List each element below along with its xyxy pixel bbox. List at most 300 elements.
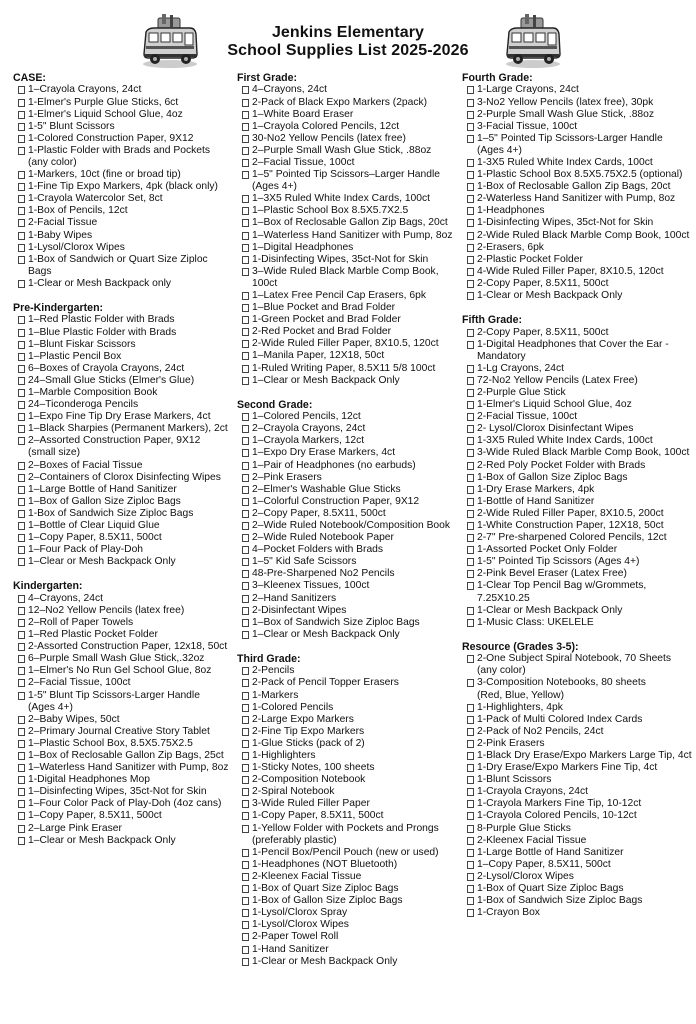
checkbox-icon[interactable] <box>242 207 249 215</box>
supply-item <box>462 181 692 193</box>
supply-item-label: 1-Fine Tip Expo Markers, 4pk (black only) <box>28 181 218 193</box>
checkbox-icon[interactable] <box>242 776 249 784</box>
checkbox-icon[interactable] <box>467 909 474 917</box>
supply-item-label: 1-5" Blunt Scissors <box>28 120 115 132</box>
checkbox-icon[interactable] <box>242 692 249 700</box>
checkbox-icon[interactable] <box>467 365 474 373</box>
supply-item-label: 2-Pink Erasers <box>477 737 545 749</box>
checkbox-icon[interactable] <box>18 752 25 760</box>
supply-item-label: 1–Blunt Fiskar Scissors <box>28 338 136 350</box>
checkbox-icon[interactable] <box>467 341 474 349</box>
checkbox-icon[interactable] <box>18 667 25 675</box>
supply-item <box>237 472 459 484</box>
checkbox-icon[interactable] <box>242 933 249 941</box>
checkbox-icon[interactable] <box>18 365 25 373</box>
supply-item <box>237 230 459 242</box>
supply-item-label: 2-Purple Glue Stick <box>477 386 566 398</box>
supply-item-continuation: (any color) <box>477 665 526 677</box>
supply-item <box>462 496 692 508</box>
checkbox-icon[interactable] <box>18 498 25 506</box>
checkbox-icon[interactable] <box>242 365 249 373</box>
checkbox-icon[interactable] <box>18 546 25 554</box>
supply-item-label: 1–Copy Paper, 8.5X11, 500ct <box>28 532 162 544</box>
checkbox-icon[interactable] <box>242 474 249 482</box>
checkbox-icon[interactable] <box>18 329 25 337</box>
supply-item <box>462 508 692 520</box>
supply-item-label: 1-Box of Quart Size Ziploc Bags <box>252 883 399 895</box>
supply-item <box>237 169 459 181</box>
checkbox-icon[interactable] <box>18 764 25 772</box>
checkbox-icon[interactable] <box>242 510 249 518</box>
checkbox-icon[interactable] <box>467 401 474 409</box>
checkbox-icon[interactable] <box>242 946 249 954</box>
checkbox-icon[interactable] <box>242 764 249 772</box>
supply-item <box>462 435 692 447</box>
section-title: Fifth Grade: <box>462 314 523 327</box>
supply-item <box>13 314 231 326</box>
checkbox-icon[interactable] <box>18 607 25 615</box>
checkbox-icon[interactable] <box>242 873 249 881</box>
supply-item-label: 1-Elmer's Liquid School Glue, 4oz <box>477 399 632 411</box>
checkbox-icon[interactable] <box>467 232 474 240</box>
supply-item-label: 2-Wide Ruled Black Marble Comp Book, 100ct <box>477 229 690 241</box>
supply-item <box>237 810 459 822</box>
supply-item-label: 1-Highlighters, 4pk <box>477 701 563 713</box>
checkbox-icon[interactable] <box>242 111 249 119</box>
checkbox-icon[interactable] <box>18 825 25 833</box>
supply-item <box>13 786 231 798</box>
checkbox-icon[interactable] <box>467 207 474 215</box>
checkbox-icon[interactable] <box>18 123 25 131</box>
supply-item-label: 1–Box of Reclosable Gallon Zip Bags, 20ct <box>252 217 448 229</box>
checkbox-icon[interactable] <box>467 425 474 433</box>
checkbox-icon[interactable] <box>467 244 474 252</box>
checkbox-icon[interactable] <box>242 99 249 107</box>
checkbox-icon[interactable] <box>242 486 249 494</box>
checkbox-icon[interactable] <box>467 716 474 724</box>
supply-item-label: 1–Plastic School Box, 8.5X5.75X2.5 <box>28 737 193 749</box>
checkbox-icon[interactable] <box>18 716 25 724</box>
supply-item-label: 1-Black Dry Erase/Expo Markers Large Tip, 4ct <box>477 750 692 761</box>
checkbox-icon[interactable] <box>18 558 25 566</box>
supply-item <box>462 484 692 496</box>
supply-section <box>13 580 231 846</box>
checkbox-icon[interactable] <box>467 413 474 421</box>
checkbox-icon[interactable] <box>242 582 249 590</box>
supply-section <box>462 314 692 629</box>
supply-item <box>237 496 459 508</box>
checkbox-icon[interactable] <box>467 776 474 784</box>
supply-item <box>462 109 692 121</box>
checkbox-icon[interactable] <box>467 800 474 808</box>
checkbox-icon[interactable] <box>242 86 249 94</box>
checkbox-icon[interactable] <box>242 704 249 712</box>
checkbox-icon[interactable] <box>242 849 249 857</box>
supply-item <box>237 690 459 702</box>
checkbox-icon[interactable] <box>18 135 25 143</box>
supply-item <box>462 193 692 205</box>
checkbox-icon[interactable] <box>467 861 474 869</box>
checkbox-icon[interactable] <box>242 752 249 760</box>
checkbox-icon[interactable] <box>18 99 25 107</box>
checkbox-icon[interactable] <box>467 474 474 482</box>
supply-item <box>13 556 231 568</box>
checkbox-icon[interactable] <box>467 111 474 119</box>
supply-item-label: 1-Box of Sandwich Size Ziploc Bags <box>28 507 194 519</box>
supply-item-label: 1–Elmer's No Run Gel School Glue, 8oz <box>28 665 212 677</box>
checkbox-icon[interactable] <box>467 825 474 833</box>
checkbox-icon[interactable] <box>467 510 474 518</box>
checkbox-icon[interactable] <box>467 812 474 820</box>
checkbox-icon[interactable] <box>242 340 249 348</box>
checkbox-icon[interactable] <box>18 462 25 470</box>
supply-item <box>237 871 459 883</box>
checkbox-icon[interactable] <box>242 885 249 893</box>
checkbox-icon[interactable] <box>18 740 25 748</box>
checkbox-icon[interactable] <box>467 534 474 542</box>
checkbox-icon[interactable] <box>18 631 25 639</box>
section-title: Resource (Grades 3-5): <box>462 640 579 653</box>
checkbox-icon[interactable] <box>242 921 249 929</box>
checkbox-icon[interactable] <box>242 861 249 869</box>
checkbox-icon[interactable] <box>242 304 249 312</box>
checkbox-icon[interactable] <box>242 147 249 155</box>
supply-item <box>237 593 459 605</box>
checkbox-icon[interactable] <box>18 474 25 482</box>
supply-item-label: 3-Wide Ruled Filler Paper <box>252 798 370 810</box>
supply-section <box>237 399 459 641</box>
supply-item <box>237 338 459 350</box>
checkbox-icon[interactable] <box>242 546 249 554</box>
supply-item <box>237 702 459 714</box>
checkbox-icon[interactable] <box>467 582 474 590</box>
checkbox-icon[interactable] <box>18 655 25 663</box>
column-2 <box>237 72 459 980</box>
supply-item-label: 48-Pre-Sharpened No2 Pencils <box>252 568 395 580</box>
checkbox-icon[interactable] <box>18 401 25 409</box>
checkbox-icon[interactable] <box>242 316 249 324</box>
supply-item <box>462 363 692 375</box>
supply-item <box>462 605 692 617</box>
checkbox-icon[interactable] <box>467 462 474 470</box>
checkbox-icon[interactable] <box>467 873 474 881</box>
checkbox-icon[interactable] <box>242 619 249 627</box>
checkbox-icon[interactable] <box>18 643 25 651</box>
checkbox-icon[interactable] <box>18 111 25 119</box>
checkbox-icon[interactable] <box>467 740 474 748</box>
supply-item <box>462 556 692 568</box>
supply-item <box>13 193 231 205</box>
checkbox-icon[interactable] <box>467 377 474 385</box>
checkbox-icon[interactable] <box>18 256 25 264</box>
checkbox-icon[interactable] <box>467 607 474 615</box>
supply-item <box>13 181 231 193</box>
checkbox-icon[interactable] <box>242 219 249 227</box>
checkbox-icon[interactable] <box>467 546 474 554</box>
supply-item-label: 1-Digital Headphones Mop <box>28 774 150 786</box>
checkbox-icon[interactable] <box>18 534 25 542</box>
checkbox-icon[interactable] <box>467 897 474 905</box>
checkbox-icon[interactable] <box>242 667 249 675</box>
supply-item-label: 1–Waterless Hand Sanitizer with Pump, 8oz <box>252 229 453 241</box>
checkbox-icon[interactable] <box>18 692 25 700</box>
supply-item <box>237 145 459 157</box>
checkbox-icon[interactable] <box>242 570 249 578</box>
supply-item <box>13 774 231 786</box>
checkbox-icon[interactable] <box>18 280 25 288</box>
checkbox-icon[interactable] <box>242 449 249 457</box>
checkbox-icon[interactable] <box>18 147 25 155</box>
supply-item-continuation: (Ages 4+) <box>477 144 522 156</box>
checkbox-icon[interactable] <box>242 292 249 300</box>
checkbox-icon[interactable] <box>467 655 474 663</box>
checkbox-icon[interactable] <box>18 171 25 179</box>
supply-section <box>462 641 692 919</box>
checkbox-icon[interactable] <box>18 195 25 203</box>
supply-item-label: 1-Digital Headphones that Cover the Ear - <box>477 338 669 350</box>
checkbox-icon[interactable] <box>467 86 474 94</box>
supply-item <box>237 883 459 895</box>
checkbox-icon[interactable] <box>242 123 249 131</box>
checkbox-icon[interactable] <box>467 135 474 143</box>
checkbox-icon[interactable] <box>467 329 474 337</box>
checkbox-icon[interactable] <box>18 86 25 94</box>
checkbox-icon[interactable] <box>242 788 249 796</box>
checkbox-icon[interactable] <box>467 449 474 457</box>
checkbox-icon[interactable] <box>467 788 474 796</box>
checkbox-icon[interactable] <box>18 207 25 215</box>
checkbox-icon[interactable] <box>18 353 25 361</box>
checkbox-icon[interactable] <box>467 171 474 179</box>
checkbox-icon[interactable] <box>242 800 249 808</box>
supply-item-label: 1–Expo Dry Erase Markers, 4ct <box>252 447 396 459</box>
checkbox-icon[interactable] <box>242 425 249 433</box>
supply-item-label: 1-Glue Sticks (pack of 2) <box>252 737 365 749</box>
checkbox-icon[interactable] <box>242 171 249 179</box>
supply-item-label: 1-Disinfecting Wipes, 35ct-Not for Skin <box>477 217 654 229</box>
checkbox-icon[interactable] <box>467 849 474 857</box>
checkbox-icon[interactable] <box>242 607 249 615</box>
supply-item <box>13 242 231 254</box>
checkbox-icon[interactable] <box>18 316 25 324</box>
checkbox-icon[interactable] <box>467 219 474 227</box>
supply-item-label: 1–Disinfecting Wipes, 35ct-Not for Skin <box>28 786 207 798</box>
checkbox-icon[interactable] <box>18 486 25 494</box>
supply-item <box>237 484 459 496</box>
supply-item <box>13 750 231 762</box>
checkbox-icon[interactable] <box>18 413 25 421</box>
checkbox-icon[interactable] <box>467 280 474 288</box>
supply-item-label: 4–Pocket Folders with Brads <box>252 544 384 556</box>
checkbox-icon[interactable] <box>242 268 249 276</box>
supply-item <box>13 460 231 472</box>
checkbox-icon[interactable] <box>18 619 25 627</box>
checkbox-icon[interactable] <box>242 534 249 542</box>
supply-item <box>462 472 692 484</box>
supply-item-label: 1-Yellow Folder with Pockets and Prongs <box>252 822 439 834</box>
supply-item <box>237 847 459 859</box>
supply-item-label: 1-Pencil Box/Pencil Pouch (new or used) <box>252 846 439 858</box>
supply-item <box>237 423 459 435</box>
checkbox-icon[interactable] <box>467 570 474 578</box>
supply-item <box>462 157 692 169</box>
checkbox-icon[interactable] <box>18 522 25 530</box>
checkbox-icon[interactable] <box>242 244 249 252</box>
checkbox-icon[interactable] <box>18 389 25 397</box>
checkbox-icon[interactable] <box>18 837 25 845</box>
supply-item-label: 2-Lysol/Clorox Wipes <box>477 870 574 882</box>
checkbox-icon[interactable] <box>18 800 25 808</box>
checkbox-icon[interactable] <box>242 909 249 917</box>
checkbox-icon[interactable] <box>242 437 249 445</box>
checkbox-icon[interactable] <box>467 292 474 300</box>
checkbox-icon[interactable] <box>18 377 25 385</box>
column-3 <box>462 72 692 931</box>
supply-item-label: 2–Roll of Paper Towels <box>28 616 134 628</box>
checkbox-icon[interactable] <box>242 812 249 820</box>
checkbox-icon[interactable] <box>242 195 249 203</box>
supply-item-label: 8-Purple Glue Sticks <box>477 822 571 834</box>
checkbox-icon[interactable] <box>242 631 249 639</box>
supply-item-label: 1-Box of Reclosable Gallon Zip Bags, 20ct <box>477 181 671 193</box>
supply-item-label: 6–Boxes of Crayola Crayons, 24ct <box>28 362 185 374</box>
checkbox-icon[interactable] <box>242 740 249 748</box>
checkbox-icon[interactable] <box>242 825 249 833</box>
supply-item-label: 2–Wide Ruled Notebook Paper <box>252 532 394 544</box>
supply-item <box>13 508 231 520</box>
checkbox-icon[interactable] <box>467 752 474 760</box>
checkbox-icon[interactable] <box>18 510 25 518</box>
supply-item-label: 1–5" Pointed Tip Scissors–Larger Handle <box>252 169 440 181</box>
supply-item <box>237 532 459 544</box>
supply-item <box>237 895 459 907</box>
supply-item <box>237 629 459 641</box>
supply-item <box>237 242 459 254</box>
checkbox-icon[interactable] <box>467 123 474 131</box>
checkbox-icon[interactable] <box>18 232 25 240</box>
supply-item-label: 2-Pack of No2 Pencils, 24ct <box>477 725 604 737</box>
checkbox-icon[interactable] <box>467 183 474 191</box>
supply-item <box>462 544 692 556</box>
checkbox-icon[interactable] <box>18 341 25 349</box>
supply-item <box>13 205 231 217</box>
supply-item <box>237 556 459 568</box>
checkbox-icon[interactable] <box>242 159 249 167</box>
section-title: Second Grade: <box>237 398 313 411</box>
supply-item-label: 1–Marble Composition Book <box>28 386 158 398</box>
checkbox-icon[interactable] <box>242 679 249 687</box>
checkbox-icon[interactable] <box>242 256 249 264</box>
checkbox-icon[interactable] <box>467 704 474 712</box>
checkbox-icon[interactable] <box>242 413 249 421</box>
checkbox-icon[interactable] <box>242 897 249 905</box>
supply-item-label: 6–Purple Small Wash Glue Stick,.32oz <box>28 653 205 665</box>
checkbox-icon[interactable] <box>18 437 25 445</box>
supply-item <box>13 327 231 339</box>
supply-item <box>462 375 692 387</box>
checkbox-icon[interactable] <box>242 377 249 385</box>
supply-item <box>13 532 231 544</box>
checkbox-icon[interactable] <box>467 389 474 397</box>
checkbox-icon[interactable] <box>18 219 25 227</box>
checkbox-icon[interactable] <box>467 837 474 845</box>
supply-item <box>13 690 231 702</box>
checkbox-icon[interactable] <box>242 716 249 724</box>
supply-item-label: 2–Assorted Construction Paper, 9X12 <box>28 435 201 447</box>
checkbox-icon[interactable] <box>18 776 25 784</box>
supply-item-label: 2-Disinfectant Wipes <box>252 604 347 616</box>
checkbox-icon[interactable] <box>242 728 249 736</box>
checkbox-icon[interactable] <box>467 437 474 445</box>
checkbox-icon[interactable] <box>467 679 474 687</box>
checkbox-icon[interactable] <box>18 812 25 820</box>
checkbox-icon[interactable] <box>242 595 249 603</box>
supply-item <box>462 411 692 423</box>
checkbox-icon[interactable] <box>242 558 249 566</box>
supply-item <box>462 714 692 726</box>
supply-item-label: 1-Blunt Scissors <box>477 774 552 786</box>
checkbox-icon[interactable] <box>467 764 474 772</box>
checkbox-icon[interactable] <box>242 462 249 470</box>
checkbox-icon[interactable] <box>467 195 474 203</box>
supply-item-label: 24–Ticonderoga Pencils <box>28 399 139 411</box>
checkbox-icon[interactable] <box>242 352 249 360</box>
checkbox-icon[interactable] <box>18 183 25 191</box>
checkbox-icon[interactable] <box>18 244 25 252</box>
checkbox-icon[interactable] <box>242 135 249 143</box>
supply-item-label: 1–Clear or Mesh Backpack Only <box>252 628 400 640</box>
checkbox-icon[interactable] <box>467 159 474 167</box>
supply-item-label: 1-Baby Wipes <box>28 229 93 241</box>
checkbox-icon[interactable] <box>467 498 474 506</box>
supply-item <box>237 157 459 169</box>
supply-item-label: 2–Hand Sanitizers <box>252 592 337 604</box>
supply-item-label: 2-Spiral Notebook <box>252 786 335 798</box>
checkbox-icon[interactable] <box>242 232 249 240</box>
supply-item-label: 2-Copy Paper, 8.5X11, 500ct <box>477 277 609 289</box>
checkbox-icon[interactable] <box>467 885 474 893</box>
supply-item-label: 2–Wide Ruled Notebook/Composition Book <box>252 520 451 531</box>
checkbox-icon[interactable] <box>18 425 25 433</box>
checkbox-icon[interactable] <box>467 619 474 627</box>
supply-item-label: 2-Red Pocket and Brad Folder <box>252 326 392 338</box>
checkbox-icon[interactable] <box>18 679 25 687</box>
supply-item <box>462 907 692 919</box>
checkbox-icon[interactable] <box>467 268 474 276</box>
checkbox-icon[interactable] <box>242 328 249 336</box>
supply-item <box>462 702 692 714</box>
checkbox-icon[interactable] <box>18 728 25 736</box>
checkbox-icon[interactable] <box>467 558 474 566</box>
supply-item-label: 2–Copy Paper, 8.5X11, 500ct <box>252 507 386 519</box>
supply-item <box>237 133 459 145</box>
checkbox-icon[interactable] <box>467 99 474 107</box>
checkbox-icon[interactable] <box>467 486 474 494</box>
checkbox-icon[interactable] <box>242 958 249 966</box>
checkbox-icon[interactable] <box>242 498 249 506</box>
checkbox-icon[interactable] <box>242 522 249 530</box>
checkbox-icon[interactable] <box>18 595 25 603</box>
supply-item-label: 1–Four Pack of Play-Doh <box>28 544 144 556</box>
supply-item-label: 1-Colored Pencils <box>252 701 334 713</box>
supply-item <box>237 205 459 217</box>
checkbox-icon[interactable] <box>467 728 474 736</box>
checkbox-icon[interactable] <box>18 788 25 796</box>
supply-item <box>13 798 231 810</box>
checkbox-icon[interactable] <box>467 522 474 530</box>
checkbox-icon[interactable] <box>467 256 474 264</box>
supply-item-label: 1-Clear or Mesh Backpack Only <box>477 604 623 616</box>
